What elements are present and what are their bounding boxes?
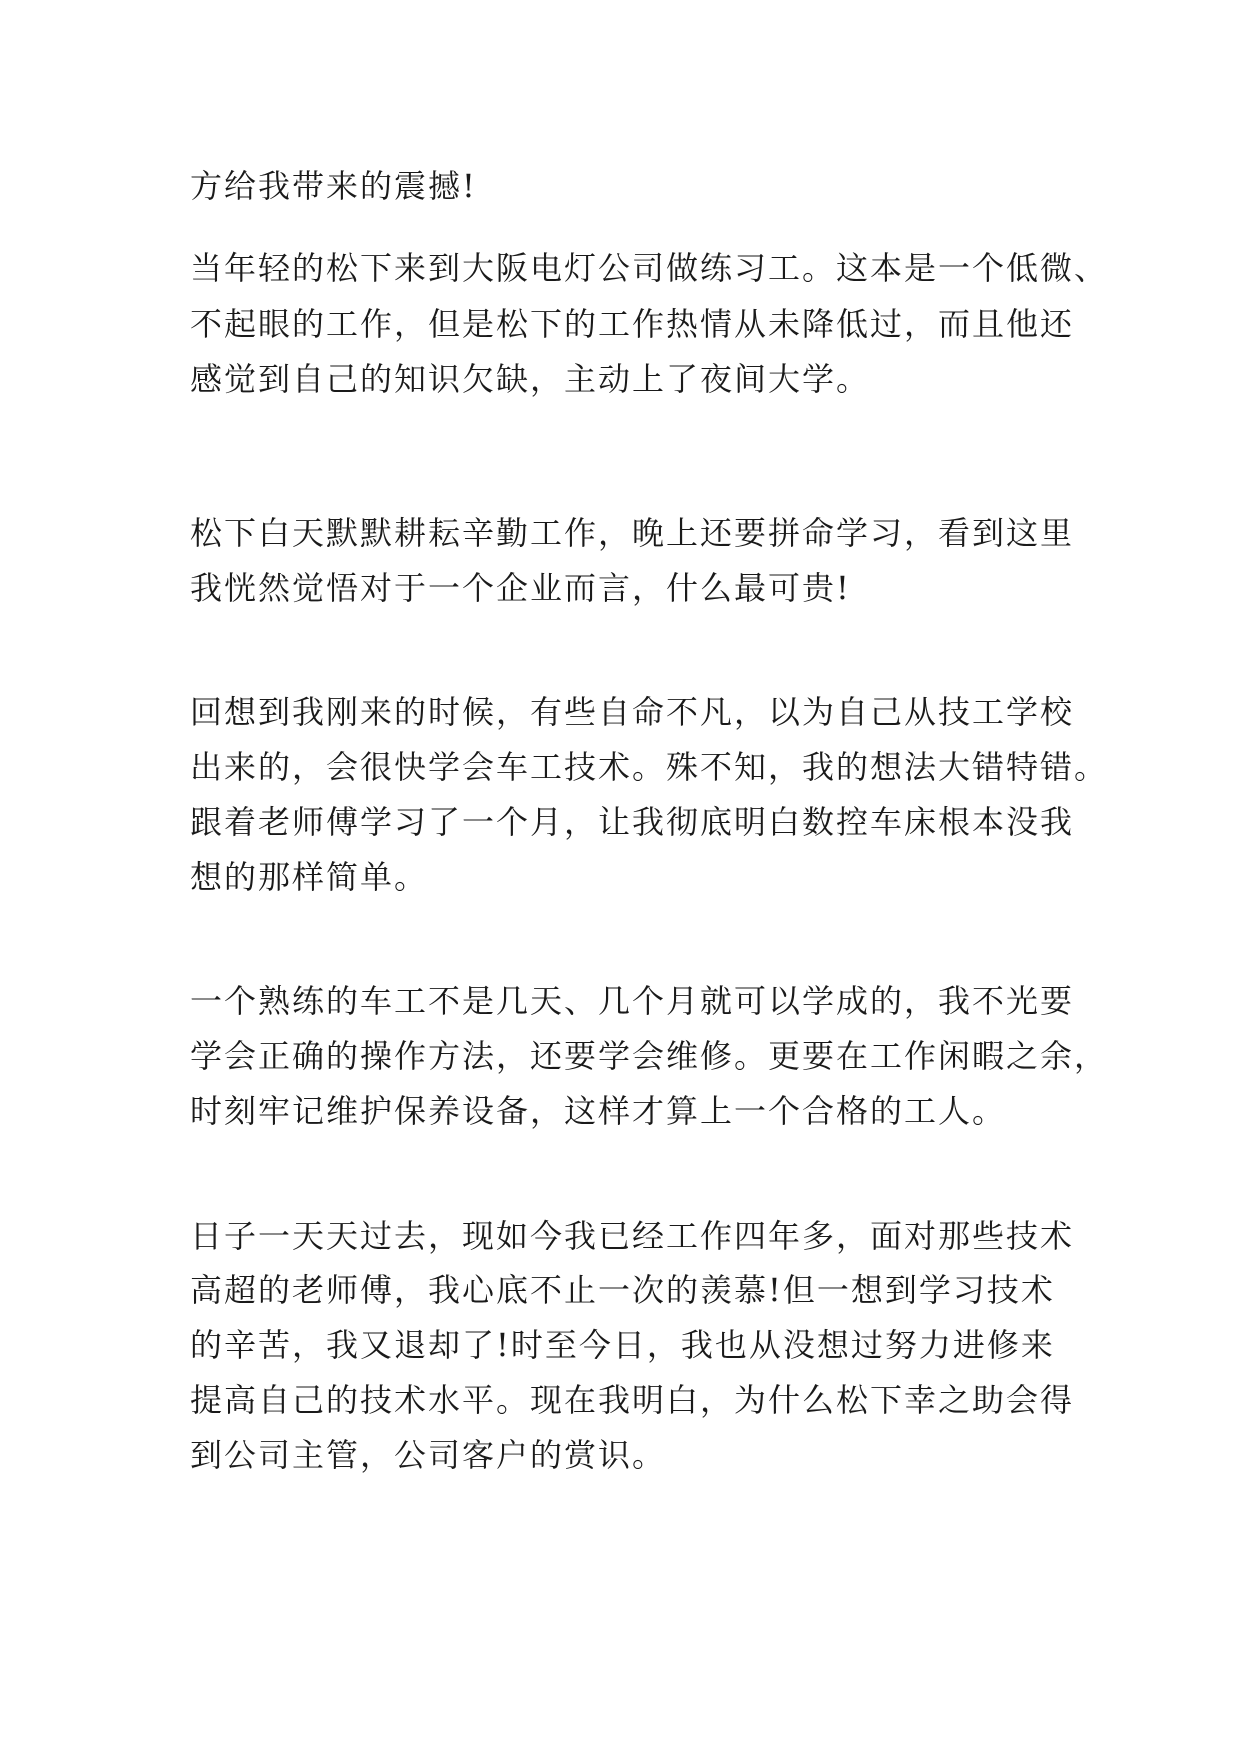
text-line: 回想到我刚来的时候，有些自命不凡，以为自己从技工学校 xyxy=(190,693,1075,731)
text-line: 时刻牢记维护保养设备，这样才算上一个合格的工人。 xyxy=(190,1092,1007,1130)
text-line: 松下白天默默耕耘辛勤工作，晚上还要拼命学习，看到这里 xyxy=(190,514,1075,552)
text-line: 提高自己的技术水平。现在我明白，为什么松下幸之助会得 xyxy=(190,1381,1075,1419)
text-line: 跟着老师傅学习了一个月，让我彻底明白数控车床根本没我 xyxy=(190,803,1075,841)
text-line: 一个熟练的车工不是几天、几个月就可以学成的，我不光要 xyxy=(190,982,1075,1020)
text-line: 感觉到自己的知识欠缺，主动上了夜间大学。 xyxy=(190,360,871,398)
text-line: 日子一天天过去，现如今我已经工作四年多，面对那些技术 xyxy=(190,1217,1075,1255)
text-line: 想的那样简单。 xyxy=(190,858,429,896)
text-line: 到公司主管，公司客户的赏识。 xyxy=(190,1436,667,1474)
text-line: 高超的老师傅，我心底不止一次的羡慕!但一想到学习技术 xyxy=(190,1271,1055,1309)
text-line: 的辛苦，我又退却了!时至今日，我也从没想过努力进修来 xyxy=(190,1326,1055,1364)
text-line: 当年轻的松下来到大阪电灯公司做练习工。这本是一个低微、 xyxy=(190,249,1109,287)
text-line: 方给我带来的震撼! xyxy=(190,167,477,205)
text-line: 我恍然觉悟对于一个企业而言，什么最可贵! xyxy=(190,569,851,607)
text-line: 出来的，会很快学会车工技术。殊不知，我的想法大错特错。 xyxy=(190,748,1109,786)
text-line: 学会正确的操作方法，还要学会维修。更要在工作闲暇之余， xyxy=(190,1037,1109,1075)
text-line: 不起眼的工作，但是松下的工作热情从未降低过，而且他还 xyxy=(190,305,1075,343)
